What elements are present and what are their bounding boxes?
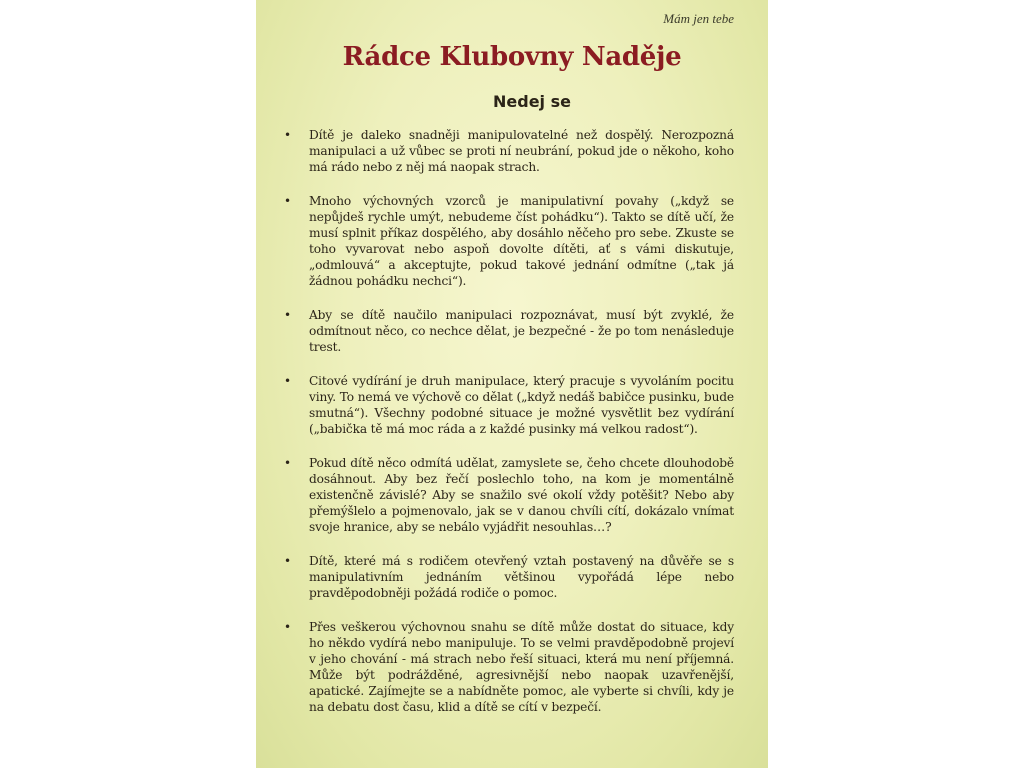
list-item bbox=[284, 619, 734, 715]
list-item-text: Citové vydírání je druh manipulace, který pracuje s vyvoláním pocitu viny. To nemá ve výchově co dělat („když nedáš babičce pusinku, bude smutná“). Všechny podobné situace je možné vysvětlit bez vydírání („babička tě má moc ráda a z každé pusinky má velkou radost“). bbox=[309, 374, 734, 436]
bullet-icon: • bbox=[284, 456, 291, 470]
running-head: Mám jen tebe bbox=[663, 11, 734, 26]
bullet-icon: • bbox=[284, 128, 291, 142]
advice-list bbox=[284, 127, 734, 733]
bullet-icon: • bbox=[284, 308, 291, 322]
list-item-text: Dítě je daleko snadněji manipulovatelné než dospělý. Nerozpozná manipulaci a už vůbec se proti ní neubrání, pokud jde o někoho, koho má rádo nebo z něj má naopak strach. bbox=[309, 128, 734, 174]
list-item bbox=[284, 373, 734, 437]
list-item bbox=[284, 307, 734, 355]
bullet-icon: • bbox=[284, 194, 291, 208]
page-title: Rádce Klubovny Naděje bbox=[342, 42, 682, 72]
list-item bbox=[284, 193, 734, 289]
list-item-text: Dítě, které má s rodičem otevřený vztah postavený na důvěře se s manipulativním jednáním většinou vypořádá lépe nebo pravděpodobněji požádá rodiče o pomoc. bbox=[309, 554, 734, 600]
section-subtitle: Nedej se bbox=[493, 92, 571, 111]
bullet-icon: • bbox=[284, 374, 291, 388]
list-item-text: Mnoho výchovných vzorců je manipulativní povahy („když se nepůjdeš rychle umýt, nebudeme číst pohádku“). Takto se dítě učí, že musí splnit příkaz dospělého, aby dosáhlo něčeho pro sebe. Zkuste se toho vyvarovat nebo aspoň dovolte dítěti, ať s vámi diskutuje, „odmlouvá“ a akceptujte, pokud takové jednání odmítne („tak já žádnou pohádku nechci“). bbox=[309, 194, 734, 288]
list-item bbox=[284, 553, 734, 601]
list-item bbox=[284, 127, 734, 175]
bullet-icon: • bbox=[284, 620, 291, 634]
bullet-icon: • bbox=[284, 554, 291, 568]
list-item-text: Pokud dítě něco odmítá udělat, zamyslete se, čeho chcete dlouhodobě dosáhnout. Aby bez řečí poslechlo toho, na kom je momentálně existenčně závislé? Aby se snažilo své okolí vždy potěšit? Nebo aby přemýšlelo a pojmenovalo, jak se v danou chvíli cítí, dokázalo vnímat svoje hranice, aby se nebálo vyjádřit nesouhlas…? bbox=[309, 456, 734, 534]
list-item-text: Přes veškerou výchovnou snahu se dítě může dostat do situace, kdy ho někdo vydírá nebo manipuluje. To se velmi pravděpodobně projeví v jeho chování - má strach nebo řeší situaci, která mu není příjemná. Může být podrážděné, agresivnější nebo naopak uzavřenější, apatické. Zajímejte se a nabídněte pomoc, ale vyberte si chvíli, kdy je na debatu dost času, klid a dítě se cítí v bezpečí. bbox=[309, 620, 734, 714]
list-item-text: Aby se dítě naučilo manipulaci rozpoznávat, musí být zvyklé, že odmítnout něco, co nechce dělat, je bezpečné - že po tom nenásleduje trest. bbox=[309, 308, 734, 354]
list-item bbox=[284, 455, 734, 535]
document-page bbox=[256, 0, 768, 768]
